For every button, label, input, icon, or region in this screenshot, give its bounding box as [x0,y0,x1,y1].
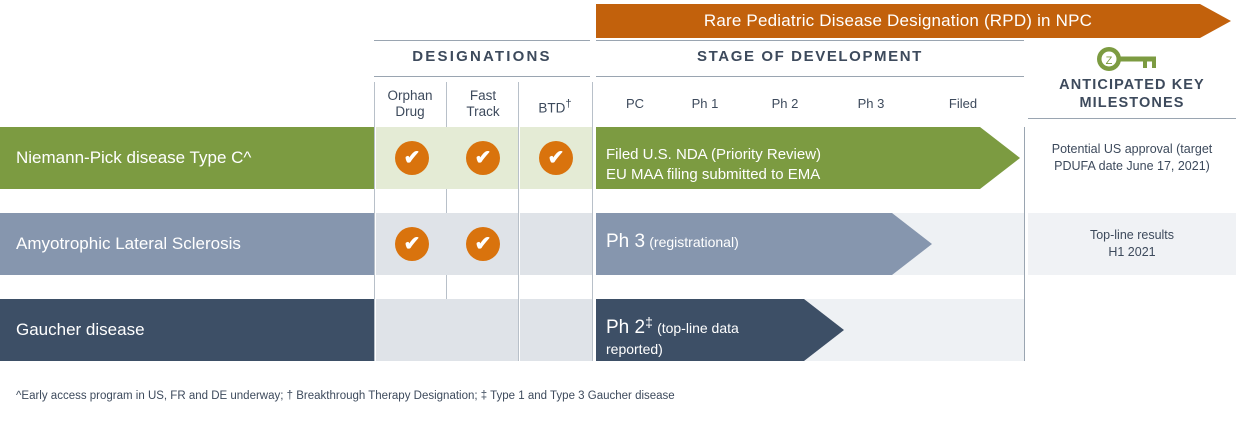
row-label-npc-text: Niemann-Pick disease Type C [16,148,244,167]
designation-cell-als-orphan [376,213,448,275]
check-icon: ✔ [539,141,573,175]
designation-cell-gaucher-btd [520,299,592,361]
stage-text-als-note: (registrational) [649,234,739,250]
check-icon: ✔ [466,141,500,175]
designation-cell-npc-orphan [376,127,448,189]
btd-label: BTD [538,100,566,116]
milestones-header [1028,76,1236,112]
stage-header: STAGE OF DEVELOPMENT [697,48,923,65]
stage-text-npc-line2: EU MAA filing submitted to EMA [606,166,821,183]
column-header-orphan-drug [374,88,446,120]
rpd-banner [596,4,1235,38]
designation-separator-0 [374,82,375,361]
stage-text-gaucher-note2: reported) [606,341,663,357]
fast-track-line2: Track [466,104,500,119]
stage-text-als [606,232,739,253]
row-label-als-text: Amyotrophic Lateral Sclerosis [16,234,241,253]
stage-text-npc [606,145,821,185]
milestone-cell-npc [1028,127,1236,189]
column-header-ph1: Ph 1 [691,96,719,111]
stage-text-gaucher-sup: ‡ [645,314,653,330]
designation-cell-npc-fasttrack [448,127,518,189]
stage-text-gaucher [606,312,796,359]
row-label-als [0,213,374,275]
designations-bottom-rule [374,76,590,77]
designation-cell-als-fasttrack [448,213,518,275]
btd-dagger: † [565,98,572,110]
stage-text-als-main: Ph 3 [606,231,646,252]
designation-separator-2 [518,82,519,361]
row-label-npc [0,127,374,189]
column-header-fast-track [448,88,518,120]
stage-top-rule [596,40,1024,41]
milestones-bottom-rule [1028,118,1236,119]
milestone-npc-line1: Potential US approval (target [1051,142,1213,156]
stage-bar-npc-arrow [980,127,1020,189]
stage-bottom-rule [596,76,1024,77]
designation-separator-3 [592,82,593,361]
svg-text:Z: Z [1105,55,1113,67]
fast-track-line1: Fast [469,88,497,103]
designation-cell-npc-btd [520,127,592,189]
milestone-als-line1: Top-line results [1089,228,1175,242]
milestone-cell-gaucher [1028,299,1236,361]
designation-cell-als-btd [520,213,592,275]
stage-text-npc-line1: Filed U.S. NDA (Priority Review) [606,146,822,163]
row-label-gaucher-text: Gaucher disease [16,320,145,339]
milestone-als-line2: H1 2021 [1108,245,1156,259]
stage-text-gaucher-note1: (top-line data [657,320,739,336]
column-header-ph3: Ph 3 [857,96,885,111]
check-icon: ✔ [395,141,429,175]
designations-header: DESIGNATIONS [412,48,552,65]
check-icon: ✔ [395,227,429,261]
milestones-header-line2: MILESTONES [1079,95,1185,111]
check-icon: ✔ [466,227,500,261]
column-header-pc: PC [625,96,645,111]
key-icon [1096,46,1168,72]
rpd-banner-label: Rare Pediatric Disease Designation (RPD) in NPC [703,11,1093,30]
designation-cell-gaucher-fasttrack [448,299,518,361]
milestone-npc-line2: PDUFA date June 17, 2021) [1054,159,1210,173]
orphan-drug-line1: Orphan [387,88,433,103]
row-label-npc-suffix: ^ [243,148,252,167]
orphan-drug-line2: Drug [395,104,425,119]
stage-text-gaucher-main: Ph 2 [606,317,646,338]
column-header-filed: Filed [948,96,978,111]
milestones-divider [1024,127,1025,361]
stage-bar-als-arrow [892,213,932,275]
designations-top-rule [374,40,590,41]
stage-bar-gaucher-arrow [804,299,844,361]
designation-cell-gaucher-orphan [376,299,448,361]
rpd-banner-arrow [1200,4,1231,38]
milestone-cell-als [1028,213,1236,275]
column-header-btd [520,96,590,117]
milestones-header-line1: ANTICIPATED KEY [1059,77,1205,93]
footnote: ^Early access program in US, FR and DE underway; † Breakthrough Therapy Designation; ‡ Type 1 and Type 3 Gaucher disease [16,390,675,402]
row-label-gaucher [0,299,374,361]
column-header-ph2: Ph 2 [771,96,799,111]
